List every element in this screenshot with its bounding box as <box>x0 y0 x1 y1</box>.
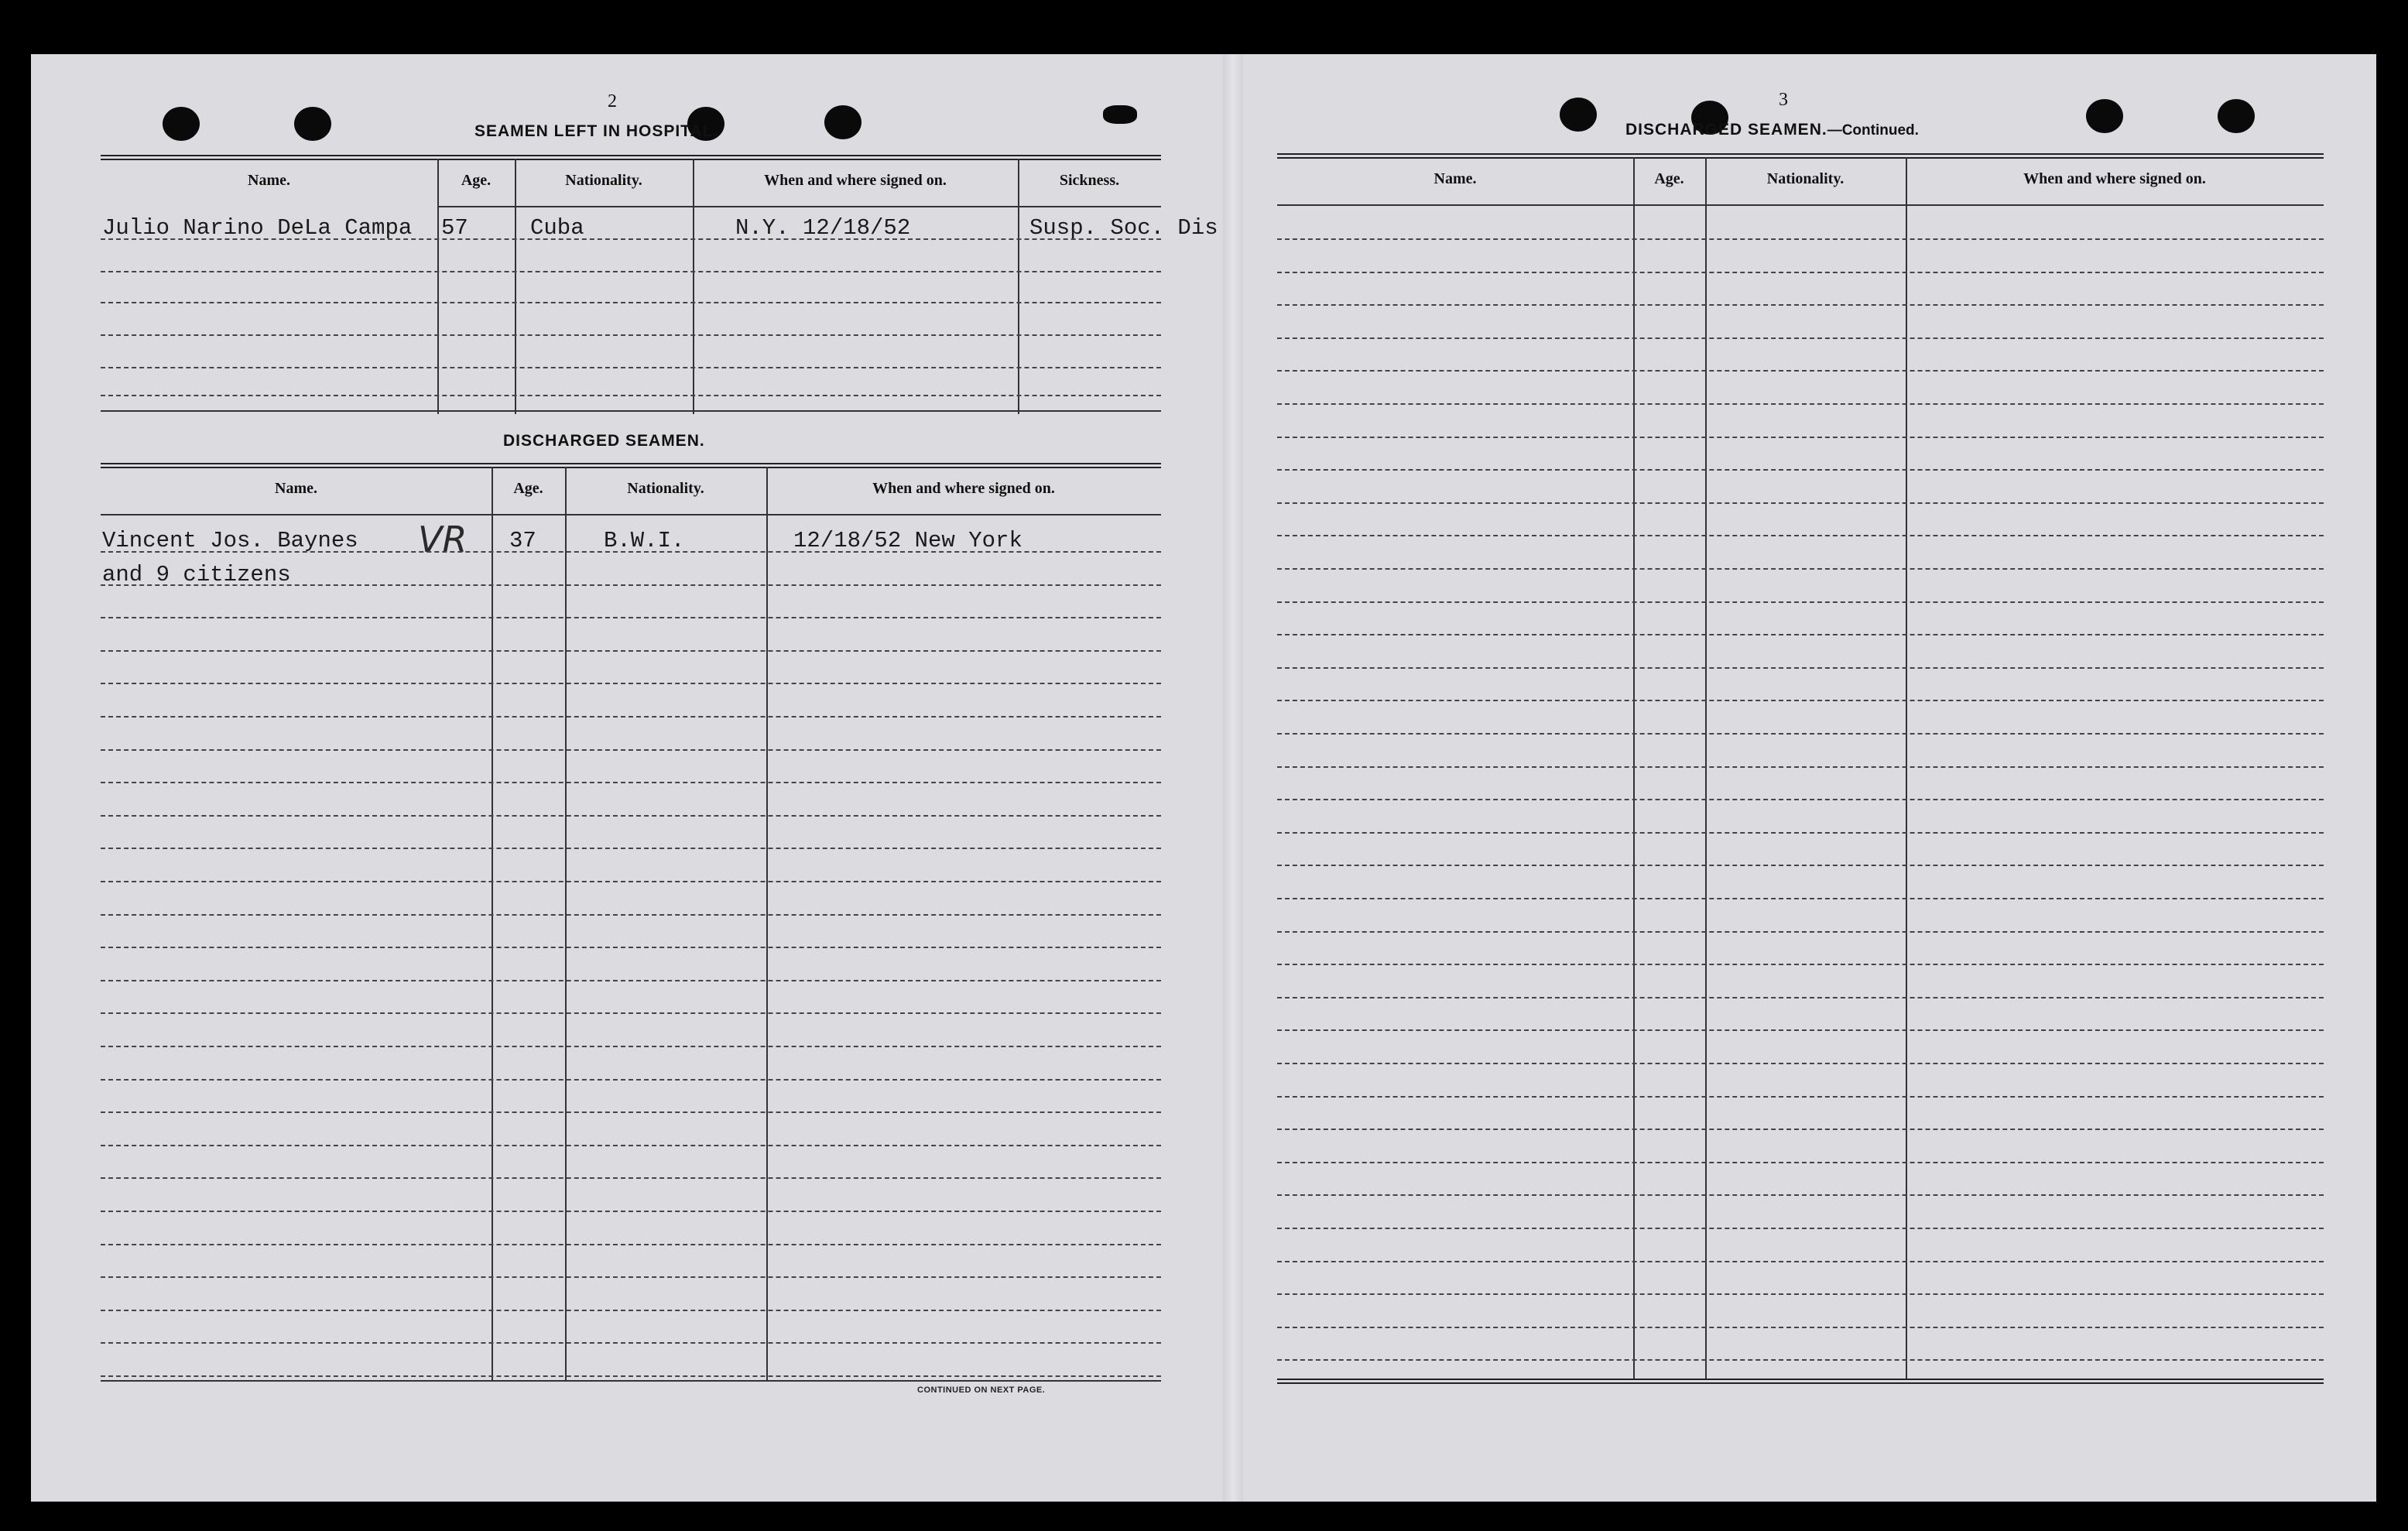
punch-hole <box>294 107 331 141</box>
ruled-line <box>1277 272 2324 273</box>
ruled-line <box>101 815 1161 817</box>
ruled-line <box>1277 799 2324 800</box>
ruled-line <box>101 1145 1161 1146</box>
ruled-line <box>101 914 1161 916</box>
ruled-line <box>1277 238 2324 240</box>
ruled-line <box>1277 304 2324 306</box>
ruled-line <box>101 1177 1161 1179</box>
column-header-name: Name. <box>1433 170 1477 187</box>
page-number-left: 2 <box>608 91 617 111</box>
ruled-line <box>1277 1293 2324 1295</box>
ruled-line <box>1277 1359 2324 1361</box>
ruled-line <box>1277 1129 2324 1130</box>
column-header-nationality: Nationality. <box>627 480 704 497</box>
ruled-line <box>101 650 1161 652</box>
punch-hole <box>1103 105 1137 124</box>
ruled-line <box>101 551 1161 553</box>
hospital-nationality-cell: Cuba <box>530 215 584 241</box>
ruled-line <box>101 617 1161 618</box>
ruled-line <box>101 782 1161 783</box>
column-header-signed-on: When and where signed on. <box>764 172 947 189</box>
column-header-signed-on: When and where signed on. <box>2023 170 2206 187</box>
discharged-section-title: DISCHARGED SEAMEN. <box>503 432 705 450</box>
ruled-line <box>101 1111 1161 1113</box>
ruled-line <box>1277 1261 2324 1262</box>
discharged-continued-title-text: DISCHARGED SEAMEN. <box>1625 121 1827 139</box>
ruled-line <box>1277 964 2324 965</box>
discharged-continued-title <box>1625 121 1919 139</box>
ruled-line <box>1277 1096 2324 1098</box>
ruled-line <box>1277 634 2324 635</box>
handwritten-initials: VR <box>418 519 468 560</box>
ruled-line <box>101 1375 1161 1377</box>
ruled-line <box>1277 1327 2324 1328</box>
hospital-age-cell: 57 <box>441 215 468 241</box>
column-header-sickness: Sickness. <box>1059 172 1120 189</box>
discharged-continued-table <box>1277 153 2324 1392</box>
continued-label: —Continued. <box>1827 122 1919 139</box>
ruled-line <box>1277 469 2324 471</box>
ruled-line <box>1277 337 2324 339</box>
discharged-nationality-cell: B.W.I. <box>604 528 685 553</box>
ruled-line <box>101 1276 1161 1278</box>
ruled-line <box>101 716 1161 718</box>
ruled-line <box>101 1342 1161 1344</box>
ruled-line <box>101 881 1161 882</box>
ruled-line <box>101 749 1161 751</box>
ruled-line <box>101 584 1161 586</box>
ruled-line <box>1277 370 2324 372</box>
punch-hole <box>1560 98 1597 132</box>
ruled-line <box>1277 931 2324 933</box>
ruled-line <box>1277 403 2324 405</box>
ruled-line <box>1277 667 2324 669</box>
hospital-section-title: SEAMEN LEFT IN HOSPITAL. <box>474 122 719 140</box>
ruled-line <box>101 1046 1161 1047</box>
ruled-line <box>101 1310 1161 1311</box>
ruled-line <box>1277 898 2324 899</box>
document-sheet <box>31 54 2376 1502</box>
ruled-line <box>1277 601 2324 603</box>
ruled-line <box>1277 733 2324 735</box>
continued-footer: CONTINUED ON NEXT PAGE. <box>917 1385 1046 1395</box>
hospital-table <box>101 155 1218 418</box>
ruled-line <box>1277 568 2324 570</box>
discharged-age-cell: 37 <box>509 528 536 553</box>
ruled-line <box>1277 1194 2324 1196</box>
column-header-age: Age. <box>461 172 492 189</box>
ruled-line <box>1277 502 2324 504</box>
page-fold <box>1223 54 1243 1502</box>
ruled-line <box>1277 766 2324 768</box>
ruled-line <box>1277 1162 2324 1163</box>
punch-hole <box>2086 99 2123 133</box>
discharged-name-cell: and 9 citizens <box>102 562 291 587</box>
hospital-sickness-cell: Susp. Soc. Dis <box>1029 215 1218 241</box>
ruled-line <box>1277 700 2324 701</box>
column-header-nationality: Nationality. <box>565 172 642 189</box>
ruled-line <box>1277 865 2324 866</box>
ruled-line <box>101 947 1161 948</box>
column-header-age: Age. <box>513 480 543 497</box>
ruled-line <box>101 1012 1161 1014</box>
page-number-right: 3 <box>1779 90 1788 110</box>
discharged-name-cell: Vincent Jos. Baynes <box>102 528 358 553</box>
discharged-signed-on-cell: 12/18/52 New York <box>793 528 1022 553</box>
ruled-line <box>101 848 1161 849</box>
hospital-name-cell: Julio Narino DeLa Campa <box>102 215 413 241</box>
ruled-line <box>101 1211 1161 1212</box>
ruled-line <box>1277 832 2324 834</box>
ruled-line <box>101 980 1161 981</box>
column-header-nationality: Nationality. <box>1766 170 1845 187</box>
column-header-name: Name. <box>248 172 290 189</box>
ruled-line <box>101 1079 1161 1081</box>
ruled-line <box>1277 535 2324 536</box>
column-header-name: Name. <box>275 480 317 497</box>
punch-hole <box>824 105 861 139</box>
punch-hole <box>163 107 200 141</box>
column-header-signed-on: When and where signed on. <box>872 480 1055 497</box>
ruled-line <box>1277 437 2324 438</box>
ruled-line <box>1277 1029 2324 1031</box>
ruled-line <box>1277 1063 2324 1064</box>
hospital-signed-on-cell: N.Y. 12/18/52 <box>735 215 911 241</box>
ruled-line <box>101 683 1161 684</box>
ruled-line <box>1277 997 2324 998</box>
column-header-age: Age. <box>1654 170 1684 187</box>
punch-hole <box>2218 99 2255 133</box>
ruled-line <box>101 1244 1161 1245</box>
ruled-line <box>1277 1228 2324 1229</box>
discharged-table <box>101 463 1161 1432</box>
